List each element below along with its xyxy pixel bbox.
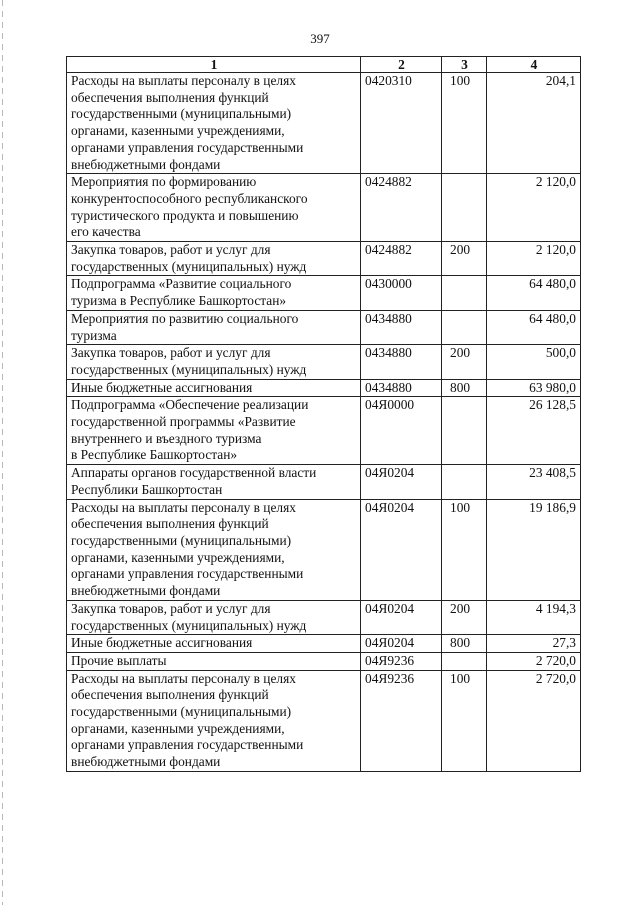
expense-name-line: государственных (муниципальных) нужд [71, 258, 307, 274]
expense-name [67, 670, 361, 771]
table-row [67, 345, 581, 379]
amount: 2 120,0 [487, 242, 581, 276]
expense-name [67, 397, 361, 465]
expense-name-line: внебюджетными фондами [71, 754, 221, 770]
page-number: 397 [310, 31, 330, 46]
table-body [67, 73, 581, 772]
table-row [67, 465, 581, 499]
expense-name-line: государственных (муниципальных) нужд [71, 617, 307, 633]
expense-name [67, 379, 361, 397]
table-row [67, 379, 581, 397]
amount: 23 408,5 [487, 465, 581, 499]
expense-type-code: 100 [442, 670, 487, 771]
expense-name-line: органами, казенными учреждениями, [71, 720, 285, 736]
target-article-code: 04Я0000 [361, 397, 442, 465]
amount: 26 128,5 [487, 397, 581, 465]
expense-name-line: обеспечения выполнения функций [71, 516, 269, 532]
expense-name-line: Мероприятия по развитию социального [71, 310, 299, 326]
expense-name [67, 276, 361, 310]
expense-name [67, 635, 361, 653]
expense-name-line: органами управления государственными [71, 139, 304, 155]
expense-name-line: в Республике Башкортостан» [71, 447, 238, 463]
expense-name-line: государственных (муниципальных) нужд [71, 361, 307, 377]
expense-name-line: внебюджетными фондами [71, 583, 221, 599]
expense-type-code [442, 652, 487, 670]
table-row [67, 242, 581, 276]
amount: 2 720,0 [487, 670, 581, 771]
expense-type-code [442, 397, 487, 465]
expense-name-line: Аппараты органов государственной власти [71, 465, 317, 481]
expense-name-line: туризма [71, 327, 117, 343]
amount: 4 194,3 [487, 600, 581, 634]
expense-type-code: 200 [442, 345, 487, 379]
header-col-3: 3 [442, 57, 487, 73]
expense-name-line: Расходы на выплаты персоналу в целях [71, 670, 296, 686]
expense-name-line: туристического продукта и повышению [71, 207, 299, 223]
table-row [67, 600, 581, 634]
expense-name [67, 465, 361, 499]
expense-name-line: Иные бюджетные ассигнования [71, 635, 253, 651]
table-row [67, 73, 581, 174]
expense-type-code: 800 [442, 379, 487, 397]
target-article-code: 0434880 [361, 310, 442, 344]
expense-name-line: Закупка товаров, работ и услуг для [71, 242, 271, 258]
table-row [67, 276, 581, 310]
expense-name [67, 652, 361, 670]
expense-name [67, 242, 361, 276]
target-article-code: 04Я0204 [361, 465, 442, 499]
expense-name [67, 499, 361, 600]
table-row [67, 670, 581, 771]
header-col-1: 1 [67, 57, 361, 73]
amount: 2 720,0 [487, 652, 581, 670]
expense-type-code: 200 [442, 242, 487, 276]
target-article-code: 04Я9236 [361, 670, 442, 771]
amount: 64 480,0 [487, 310, 581, 344]
target-article-code: 04Я0204 [361, 635, 442, 653]
amount: 63 980,0 [487, 379, 581, 397]
scan-left-edge [2, 0, 3, 905]
table-row [67, 635, 581, 653]
expense-name [67, 310, 361, 344]
expense-name-line: конкурентоспособного республиканского [71, 190, 308, 206]
expense-type-code: 100 [442, 499, 487, 600]
amount: 27,3 [487, 635, 581, 653]
amount: 500,0 [487, 345, 581, 379]
expense-name-line: Иные бюджетные ассигнования [71, 379, 253, 395]
expense-type-code [442, 465, 487, 499]
expense-type-code: 800 [442, 635, 487, 653]
amount: 64 480,0 [487, 276, 581, 310]
expense-name-line: Подпрограмма «Обеспечение реализации [71, 397, 309, 413]
expense-name-line: внебюджетными фондами [71, 156, 221, 172]
target-article-code: 0434880 [361, 379, 442, 397]
expense-name-line: обеспечения выполнения функций [71, 89, 269, 105]
budget-table [66, 56, 581, 772]
target-article-code: 0430000 [361, 276, 442, 310]
amount: 19 186,9 [487, 499, 581, 600]
expense-name [67, 345, 361, 379]
expense-type-code: 100 [442, 73, 487, 174]
expense-name-line: Мероприятия по формированию [71, 174, 257, 190]
table-row [67, 174, 581, 242]
expense-type-code [442, 310, 487, 344]
table-row [67, 499, 581, 600]
target-article-code: 04Я0204 [361, 499, 442, 600]
expense-name-line: обеспечения выполнения функций [71, 687, 269, 703]
amount: 204,1 [487, 73, 581, 174]
expense-name-line: туризма в Республике Башкортостан» [71, 293, 287, 309]
expense-name-line: государственными (муниципальными) [71, 704, 292, 720]
expense-name-line: органами управления государственными [71, 737, 304, 753]
header-row [67, 57, 581, 73]
expense-name [67, 600, 361, 634]
expense-name-line: органами, казенными учреждениями, [71, 549, 285, 565]
expense-name-line: Расходы на выплаты персоналу в целях [71, 499, 296, 515]
expense-name-line: Прочие выплаты [71, 652, 167, 668]
table-header [67, 57, 581, 73]
expense-name [67, 174, 361, 242]
table-row [67, 652, 581, 670]
expense-type-code [442, 174, 487, 242]
expense-name-line: Закупка товаров, работ и услуг для [71, 600, 271, 616]
expense-name-line: Закупка товаров, работ и услуг для [71, 345, 271, 361]
header-col-2: 2 [361, 57, 442, 73]
expense-name-line: органами, казенными учреждениями, [71, 123, 285, 139]
expense-name-line: Республики Башкортостан [71, 481, 223, 497]
amount: 2 120,0 [487, 174, 581, 242]
table-row [67, 397, 581, 465]
header-col-4: 4 [487, 57, 581, 73]
table-row [67, 310, 581, 344]
expense-type-code [442, 276, 487, 310]
target-article-code: 0424882 [361, 242, 442, 276]
target-article-code: 04Я9236 [361, 652, 442, 670]
target-article-code: 04Я0204 [361, 600, 442, 634]
expense-name-line: государственными (муниципальными) [71, 106, 292, 122]
expense-name-line: его качества [71, 224, 141, 240]
expense-name-line: государственной программы «Развитие [71, 414, 296, 430]
expense-name-line: внутреннего и въездного туризма [71, 430, 262, 446]
expense-type-code: 200 [442, 600, 487, 634]
target-article-code: 0434880 [361, 345, 442, 379]
expense-name-line: государственными (муниципальными) [71, 532, 292, 548]
expense-name-line: Подпрограмма «Развитие социального [71, 276, 292, 292]
expense-name-line: органами управления государственными [71, 566, 304, 582]
target-article-code: 0424882 [361, 174, 442, 242]
expense-name [67, 73, 361, 174]
expense-name-line: Расходы на выплаты персоналу в целях [71, 73, 296, 88]
target-article-code: 0420310 [361, 73, 442, 174]
